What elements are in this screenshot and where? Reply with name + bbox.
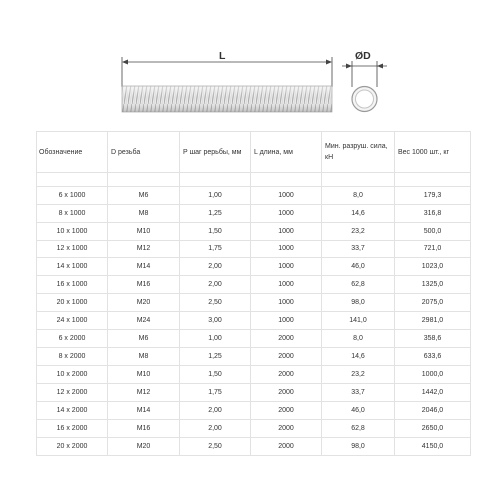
cell-length: 1000 (251, 240, 322, 258)
cell-pitch: 3,00 (180, 312, 251, 330)
table-row (37, 258, 471, 276)
cell-designation: 8 x 2000 (37, 348, 108, 366)
cell-pitch: 1,75 (180, 384, 251, 402)
cell-pitch: 2,50 (180, 294, 251, 312)
cell-length: 2000 (251, 330, 322, 348)
cell-thread: M6 (108, 330, 180, 348)
table-row (37, 186, 471, 204)
cell-pitch: 1,00 (180, 330, 251, 348)
cell-weight: 633,6 (395, 348, 471, 366)
threaded-rod-drawing (0, 0, 500, 130)
cell-length: 1000 (251, 276, 322, 294)
cell-weight: 316,8 (395, 204, 471, 222)
cell-designation: 12 x 1000 (37, 240, 108, 258)
cell-designation: 14 x 2000 (37, 402, 108, 420)
cell-weight: 1000,0 (395, 366, 471, 384)
table-row (37, 222, 471, 240)
header-weight: Вес 1000 шт., кг (395, 132, 471, 173)
cell-designation: 6 x 2000 (37, 330, 108, 348)
table-row (37, 348, 471, 366)
cell-pitch: 1,50 (180, 222, 251, 240)
cell-pitch: 1,25 (180, 204, 251, 222)
cell-pitch: 1,75 (180, 240, 251, 258)
cell-designation: 10 x 1000 (37, 222, 108, 240)
table-header-row (37, 132, 471, 173)
table-row (37, 330, 471, 348)
header-length: L длина, мм (251, 132, 322, 173)
cell-designation: 16 x 1000 (37, 276, 108, 294)
cell-length: 1000 (251, 312, 322, 330)
cell-breaking-force: 14,6 (322, 348, 395, 366)
cell-breaking-force: 23,2 (322, 366, 395, 384)
cell-weight: 1023,0 (395, 258, 471, 276)
cell-thread: M6 (108, 186, 180, 204)
cell-length: 1000 (251, 222, 322, 240)
cell-breaking-force: 8,0 (322, 186, 395, 204)
cell-weight: 1442,0 (395, 384, 471, 402)
cell-breaking-force: 23,2 (322, 222, 395, 240)
cell-breaking-force: 8,0 (322, 330, 395, 348)
cell-thread: M10 (108, 366, 180, 384)
cell-breaking-force: 62,8 (322, 276, 395, 294)
cell-pitch: 2,00 (180, 402, 251, 420)
cell-weight: 1325,0 (395, 276, 471, 294)
cell-pitch: 1,50 (180, 366, 251, 384)
table-row (37, 437, 471, 455)
cell-designation: 10 x 2000 (37, 366, 108, 384)
cell-thread: M16 (108, 420, 180, 438)
cell-weight: 358,6 (395, 330, 471, 348)
cell-designation: 8 x 1000 (37, 204, 108, 222)
cell-pitch: 2,00 (180, 420, 251, 438)
cell-weight: 2650,0 (395, 420, 471, 438)
cell-designation: 14 x 1000 (37, 258, 108, 276)
cell-designation: 20 x 1000 (37, 294, 108, 312)
cell-length: 2000 (251, 437, 322, 455)
cell-breaking-force: 62,8 (322, 420, 395, 438)
table-row (37, 312, 471, 330)
cell-breaking-force: 98,0 (322, 437, 395, 455)
table-spacer-row (37, 173, 471, 187)
cell-breaking-force: 46,0 (322, 258, 395, 276)
cell-weight: 179,3 (395, 186, 471, 204)
cell-weight: 2075,0 (395, 294, 471, 312)
cell-designation: 20 x 2000 (37, 437, 108, 455)
table-row (37, 402, 471, 420)
cell-thread: M12 (108, 384, 180, 402)
cell-length: 2000 (251, 348, 322, 366)
header-pitch: P шаг рерьбы, мм (180, 132, 251, 173)
cell-thread: M20 (108, 294, 180, 312)
cell-pitch: 2,00 (180, 276, 251, 294)
cell-weight: 721,0 (395, 240, 471, 258)
cell-thread: M20 (108, 437, 180, 455)
cell-designation: 24 x 1000 (37, 312, 108, 330)
table-body (37, 173, 471, 456)
cell-weight: 2981,0 (395, 312, 471, 330)
cell-length: 1000 (251, 186, 322, 204)
cell-pitch: 2,00 (180, 258, 251, 276)
table-row (37, 420, 471, 438)
cell-breaking-force: 98,0 (322, 294, 395, 312)
table-row (37, 294, 471, 312)
cell-thread: M8 (108, 348, 180, 366)
cell-length: 2000 (251, 366, 322, 384)
cell-designation: 16 x 2000 (37, 420, 108, 438)
table-row (37, 240, 471, 258)
cell-breaking-force: 33,7 (322, 240, 395, 258)
cell-thread: M14 (108, 402, 180, 420)
cell-length: 1000 (251, 294, 322, 312)
cell-breaking-force: 141,0 (322, 312, 395, 330)
cell-weight: 4150,0 (395, 437, 471, 455)
cell-breaking-force: 33,7 (322, 384, 395, 402)
specification-table (36, 131, 471, 456)
cell-length: 1000 (251, 204, 322, 222)
cell-pitch: 2,50 (180, 437, 251, 455)
cell-thread: M12 (108, 240, 180, 258)
table-row (37, 204, 471, 222)
header-designation: Обозначение (37, 132, 108, 173)
threaded-rod-illustration (0, 0, 500, 130)
cell-breaking-force: 14,6 (322, 204, 395, 222)
cell-length: 1000 (251, 258, 322, 276)
cell-thread: M8 (108, 204, 180, 222)
cell-pitch: 1,00 (180, 186, 251, 204)
cell-thread: M16 (108, 276, 180, 294)
header-min-breaking-force: Мин. разруш. сила, кН (322, 132, 395, 173)
cell-weight: 2046,0 (395, 402, 471, 420)
cell-length: 2000 (251, 402, 322, 420)
cell-length: 2000 (251, 420, 322, 438)
cell-designation: 12 x 2000 (37, 384, 108, 402)
cell-thread: M14 (108, 258, 180, 276)
diameter-dimension-label: ØD (355, 50, 371, 62)
cell-thread: M10 (108, 222, 180, 240)
header-thread-d: D резьба (108, 132, 180, 173)
cell-breaking-force: 46,0 (322, 402, 395, 420)
cell-length: 2000 (251, 384, 322, 402)
cell-thread: M24 (108, 312, 180, 330)
cell-pitch: 1,25 (180, 348, 251, 366)
table-row (37, 384, 471, 402)
cell-weight: 500,0 (395, 222, 471, 240)
table-row (37, 276, 471, 294)
table-row (37, 366, 471, 384)
cell-designation: 6 x 1000 (37, 186, 108, 204)
length-dimension-label: L (219, 50, 226, 62)
